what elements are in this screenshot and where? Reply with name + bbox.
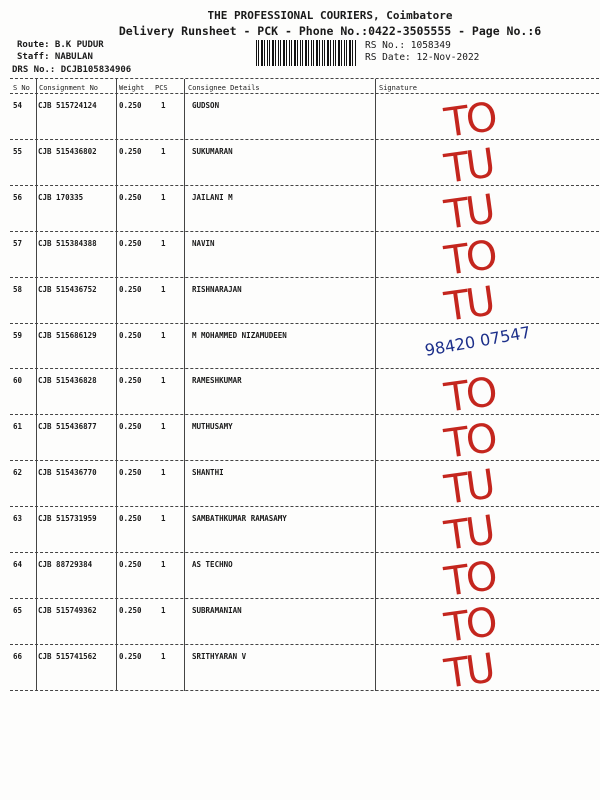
column-divider — [116, 79, 117, 691]
runsheet-subtitle: Delivery Runsheet - PCK - Phone No.:0422-3505555 - Page No.:6 — [118, 24, 542, 38]
row-sno: 57 — [13, 238, 23, 248]
row-pcs: 1 — [161, 422, 166, 432]
row-sno: 66 — [13, 651, 23, 661]
row-weight: 0.250 — [119, 422, 142, 432]
handwritten-signature: TU — [441, 278, 496, 331]
handwritten-phone-note: 98420 07547 — [423, 322, 532, 360]
row-pcs: 1 — [161, 146, 166, 156]
handwritten-signature: TO — [441, 231, 498, 285]
row-weight: 0.250 — [119, 192, 142, 202]
header-signature: Signature — [379, 84, 417, 92]
row-sno: 62 — [13, 468, 23, 478]
row-consignment-number: CJB 170335 — [38, 192, 84, 202]
drs-number: DRS No.: DCJB105834906 — [12, 65, 132, 75]
header-top-rule — [10, 78, 599, 79]
column-divider — [375, 79, 376, 691]
row-weight: 0.250 — [119, 238, 142, 248]
row-pcs: 1 — [161, 101, 166, 110]
row-pcs: 1 — [161, 284, 166, 294]
handwritten-signature: TU — [441, 140, 496, 193]
header-bottom-rule — [10, 93, 599, 94]
row-separator — [10, 323, 599, 324]
row-sno: 60 — [13, 376, 23, 386]
row-separator — [10, 368, 599, 369]
row-separator — [10, 185, 599, 186]
row-consignee: AS TECHNO — [192, 560, 233, 569]
handwritten-signature: TO — [441, 599, 498, 652]
row-pcs: 1 — [161, 468, 166, 478]
row-consignment-number: CJB 515436770 — [38, 468, 97, 478]
row-pcs: 1 — [161, 192, 166, 202]
row-consignee: M MOHAMMED NIZAMUDEEN — [192, 330, 287, 340]
row-weight: 0.250 — [119, 376, 142, 386]
row-weight: 0.250 — [119, 284, 142, 294]
row-consignment-number: CJB 515741562 — [38, 651, 97, 661]
row-sno: 64 — [13, 560, 23, 569]
company-title: THE PROFESSIONAL COURIERS, Coimbatore — [207, 9, 453, 22]
row-separator — [10, 598, 599, 599]
route-label: Route: B.K PUDUR — [17, 40, 104, 50]
row-sno: 63 — [13, 514, 23, 524]
row-sno: 65 — [13, 605, 23, 615]
row-separator — [10, 139, 599, 140]
row-consignee: GUDSON — [192, 101, 220, 110]
column-divider — [184, 79, 185, 691]
row-weight: 0.250 — [119, 651, 142, 661]
handwritten-signature: TO — [441, 369, 498, 423]
row-consignment-number: CJB 515731959 — [38, 514, 97, 524]
handwritten-signature: TU — [441, 186, 496, 239]
row-sno: 58 — [13, 284, 23, 294]
row-pcs: 1 — [161, 238, 166, 248]
row-consignee: RAMESHKUMAR — [192, 376, 242, 386]
row-separator — [10, 277, 599, 278]
row-consignee: MUTHUSAMY — [192, 422, 233, 432]
row-weight: 0.250 — [119, 468, 142, 478]
row-separator — [10, 506, 599, 507]
row-sno: 54 — [13, 101, 23, 110]
row-separator — [10, 414, 599, 415]
handwritten-signature: TU — [441, 461, 496, 514]
row-consignment-number: CJB 515436877 — [38, 422, 97, 432]
row-weight: 0.250 — [119, 605, 142, 615]
row-separator — [10, 690, 599, 691]
row-separator — [10, 460, 599, 461]
row-consignee: SRITHYARAN V — [192, 651, 247, 661]
row-weight: 0.250 — [119, 101, 142, 110]
rs-number: RS No.: 1058349 — [365, 40, 451, 51]
row-consignment-number: CJB 515724124 — [38, 101, 97, 110]
barcode — [256, 40, 356, 66]
row-pcs: 1 — [161, 376, 166, 386]
row-consignee: SUBRAMANIAN — [192, 605, 242, 615]
header-weight: Weight — [119, 84, 145, 92]
row-pcs: 1 — [161, 514, 166, 524]
row-consignee: SAMBATHKUMAR RAMASAMY — [192, 514, 287, 524]
handwritten-signature: TU — [441, 645, 496, 698]
row-pcs: 1 — [161, 330, 166, 340]
handwritten-signature: TO — [441, 553, 498, 606]
row-consignment-number: CJB 515686129 — [38, 330, 97, 340]
header-pcs: PCS — [155, 84, 168, 92]
header-consignment: Consignment No — [39, 84, 99, 92]
rs-date: RS Date: 12-Nov-2022 — [365, 52, 480, 63]
row-sno: 56 — [13, 192, 23, 202]
row-sno: 55 — [13, 146, 23, 156]
column-divider — [36, 79, 37, 691]
row-weight: 0.250 — [119, 560, 142, 569]
staff-label: Staff: NABULAN — [17, 52, 93, 62]
row-pcs: 1 — [161, 605, 166, 615]
row-weight: 0.250 — [119, 330, 142, 340]
row-consignment-number: CJB 515436828 — [38, 376, 97, 386]
row-consignment-number: CJB 515384388 — [38, 238, 97, 248]
handwritten-signature: TU — [441, 507, 496, 560]
row-sno: 59 — [13, 330, 23, 340]
row-consignment-number: CJB 515436752 — [38, 284, 97, 294]
header-consignee: Consignee Details — [188, 84, 260, 92]
row-consignment-number: CJB 515749362 — [38, 605, 97, 615]
row-weight: 0.250 — [119, 146, 142, 156]
handwritten-signature: TO — [441, 94, 498, 147]
row-consignee: SHANTHI — [192, 468, 224, 478]
row-consignee: SUKUMARAN — [192, 146, 233, 156]
row-consignee: JAILANI M — [192, 192, 233, 202]
row-consignee: NAVIN — [192, 238, 215, 248]
row-separator — [10, 231, 599, 232]
row-consignment-number: CJB 515436802 — [38, 146, 97, 156]
header-sno: S No — [13, 84, 30, 92]
row-weight: 0.250 — [119, 514, 142, 524]
row-pcs: 1 — [161, 560, 166, 569]
row-consignee: RISHNARAJAN — [192, 284, 242, 294]
row-consignment-number: CJB 88729384 — [38, 560, 93, 569]
handwritten-signature: TO — [441, 415, 498, 469]
row-pcs: 1 — [161, 651, 166, 661]
row-sno: 61 — [13, 422, 23, 432]
row-separator — [10, 644, 599, 645]
row-separator — [10, 552, 599, 553]
